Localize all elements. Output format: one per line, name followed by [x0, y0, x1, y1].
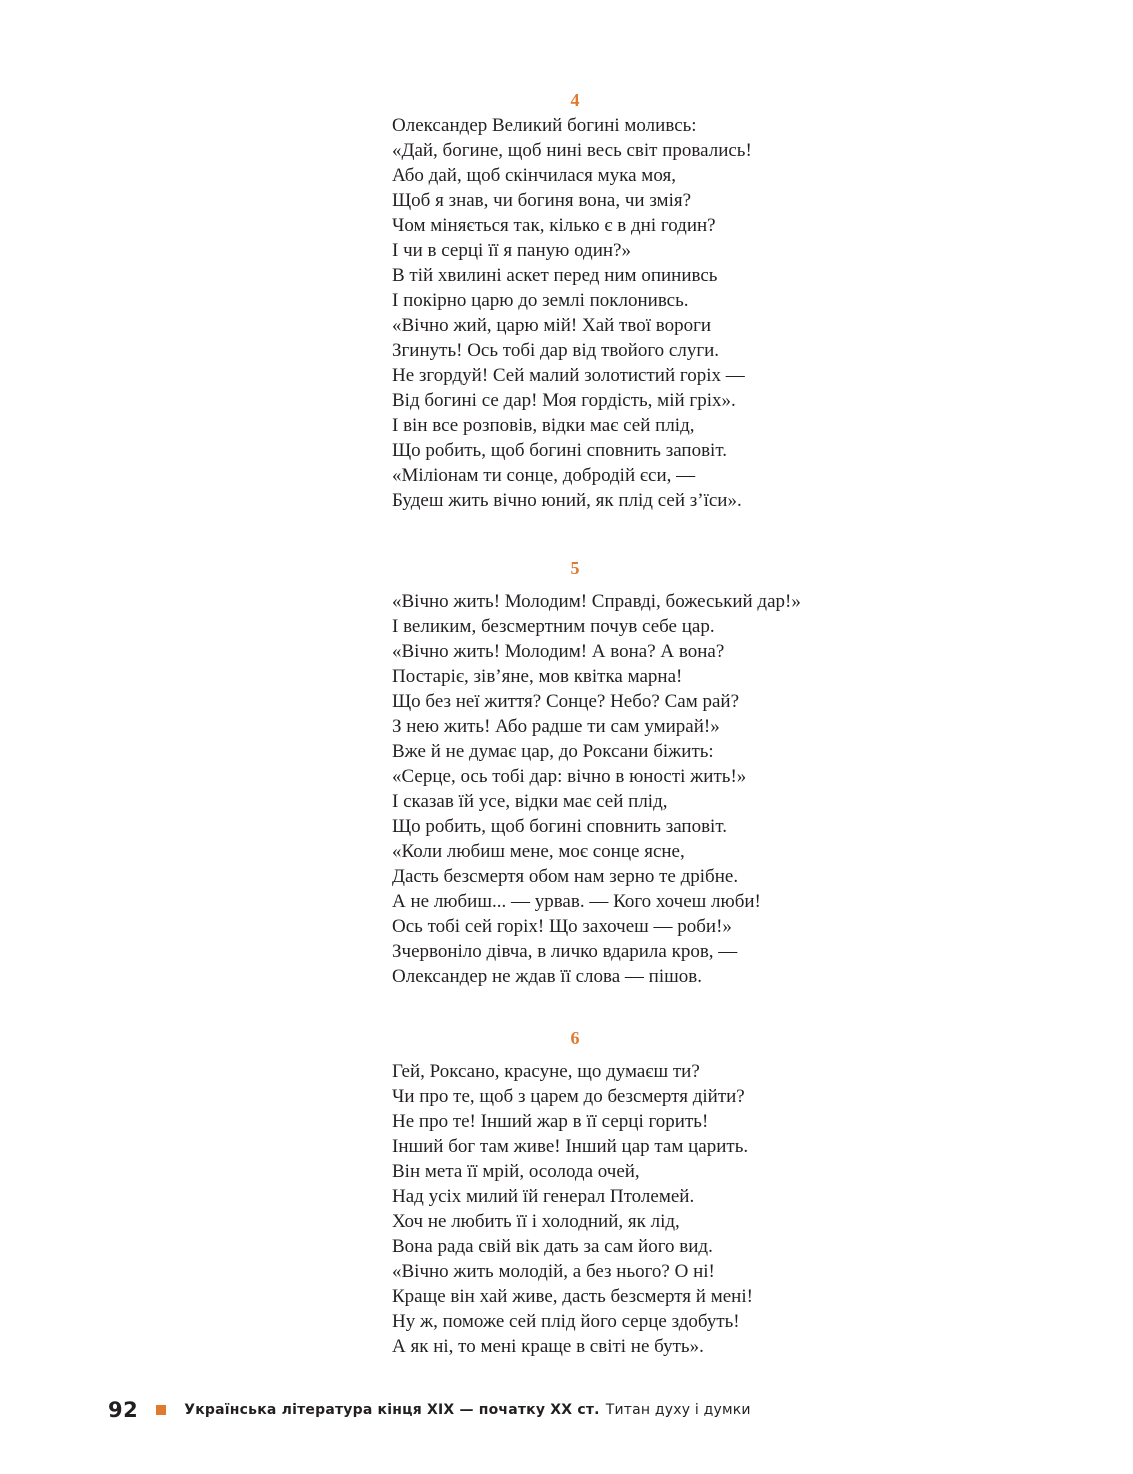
poem-line: Будеш жить вічно юний, як плід сей з’їси».: [392, 490, 742, 511]
poem-line: Ну ж, поможе сей плід його серце здобуть!: [392, 1311, 740, 1332]
poem-line: Що робить, щоб богині сповнить заповіт.: [392, 440, 727, 461]
poem-line: Не згордуй! Сей малий золотистий горіх —: [392, 365, 745, 386]
footer-subtitle: Титан духу і думки: [605, 1402, 751, 1418]
poem-line: Що без неї життя? Сонце? Небо? Сам рай?: [392, 691, 740, 712]
poem-line: «Вічно жить! Молодим! Справді, божеський дар!»: [392, 591, 801, 612]
poem-line: Щоб я знав, чи богиня вона, чи змія?: [392, 190, 692, 211]
poem-line: Зчервоніло дівча, в личко вдарила кров, —: [392, 941, 738, 962]
poem-line: Не про те! Інший жар в її серці горить!: [392, 1111, 709, 1132]
poem-line: Краще він хай живе, дасть безсмертя й мені!: [392, 1286, 753, 1307]
poem-line: Він мета її мрій, осолода очей,: [392, 1161, 640, 1182]
stanza-lines: [392, 589, 801, 989]
poem-line: «Серце, ось тобі дар: вічно в юності жить!»: [392, 766, 747, 787]
poem-line: З нею жить! Або радше ти сам умирай!»: [392, 716, 720, 737]
poem-line: «Вічно жий, царю мій! Хай твої вороги: [392, 315, 712, 336]
poem-line: А як ні, то мені краще в світі не буть».: [392, 1336, 704, 1357]
poem-line: Над усіх милий їй генерал Птолемей.: [392, 1186, 695, 1207]
stanza-5: [392, 556, 801, 989]
stanza-number: 6: [570, 1028, 580, 1048]
poem-line: А не любиш... — урвав. — Кого хочеш люби!: [392, 891, 761, 912]
poem-line: І покірно царю до землі поклонивсь.: [392, 290, 689, 311]
poem-line: І великим, безсмертним почув себе цар.: [392, 616, 715, 637]
poem-line: Ось тобі сей горіх! Що захочеш — роби!»: [392, 916, 732, 937]
stanza-number: 5: [570, 558, 580, 578]
poem-line: Чом міняється так, кілько є в дні годин?: [392, 215, 716, 236]
stanza-number: 4: [570, 90, 580, 110]
stanza-4: [392, 88, 758, 513]
poem-line: Вже й не думає цар, до Роксани біжить:: [392, 741, 714, 762]
poem-line: Що робить, щоб богині сповнить заповіт.: [392, 816, 727, 837]
stanza-lines: [392, 113, 758, 513]
poem-line: «Дай, богине, щоб нині весь світ провались!: [392, 140, 752, 161]
poem-line: І він все розповів, відки має сей плід,: [392, 415, 695, 436]
footer-title: Українська література кінця XIX — початку XX ст.: [184, 1402, 600, 1418]
orange-square-icon: [156, 1405, 166, 1415]
poem-line: Хоч не любить її і холодний, як лід,: [392, 1211, 680, 1232]
poem-line: «Коли любиш мене, моє сонце ясне,: [392, 841, 685, 862]
poem-line: «Міліонам ти сонце, добродій єси, —: [392, 465, 696, 486]
poem-line: Олександер не ждав її слова — пішов.: [392, 966, 702, 987]
poem-line: Вона рада свій вік дать за сам його вид.: [392, 1236, 713, 1257]
stanza-lines: [392, 1059, 758, 1359]
poem-line: Дасть безсмертя обом нам зерно те дрібне.: [392, 866, 739, 887]
poem-line: Постаріє, зів’яне, мов квітка марна!: [392, 666, 683, 687]
poem-line: «Вічно жить молодій, а без нього? О ні!: [392, 1261, 715, 1282]
poem-line: Чи про те, щоб з царем до безсмертя дійти?: [392, 1086, 745, 1107]
poem-line: Від богині се дар! Моя гордість, мій гріх».: [392, 390, 736, 411]
poem-line: В тій хвилині аскет перед ним опинивсь: [392, 265, 718, 286]
poem-line: І сказав їй усе, відки має сей плід,: [392, 791, 668, 812]
poem-line: Згинуть! Ось тобі дар від твойого слуги.: [392, 340, 720, 361]
poem-line: Інший бог там живе! Інший цар там царить.: [392, 1136, 749, 1157]
poem-line: Гей, Роксано, красуне, що думаєш ти?: [392, 1061, 700, 1082]
poem-line: «Вічно жить! Молодим! А вона? А вона?: [392, 641, 725, 662]
stanza-6: [392, 1026, 758, 1359]
poem-line: Олександер Великий богині моливсь:: [392, 115, 697, 136]
page-footer: [108, 1396, 751, 1424]
poem-line: Або дай, щоб скінчилася мука моя,: [392, 165, 676, 186]
page-number: 92: [108, 1398, 139, 1422]
poem-line: І чи в серці її я паную один?»: [392, 240, 631, 261]
